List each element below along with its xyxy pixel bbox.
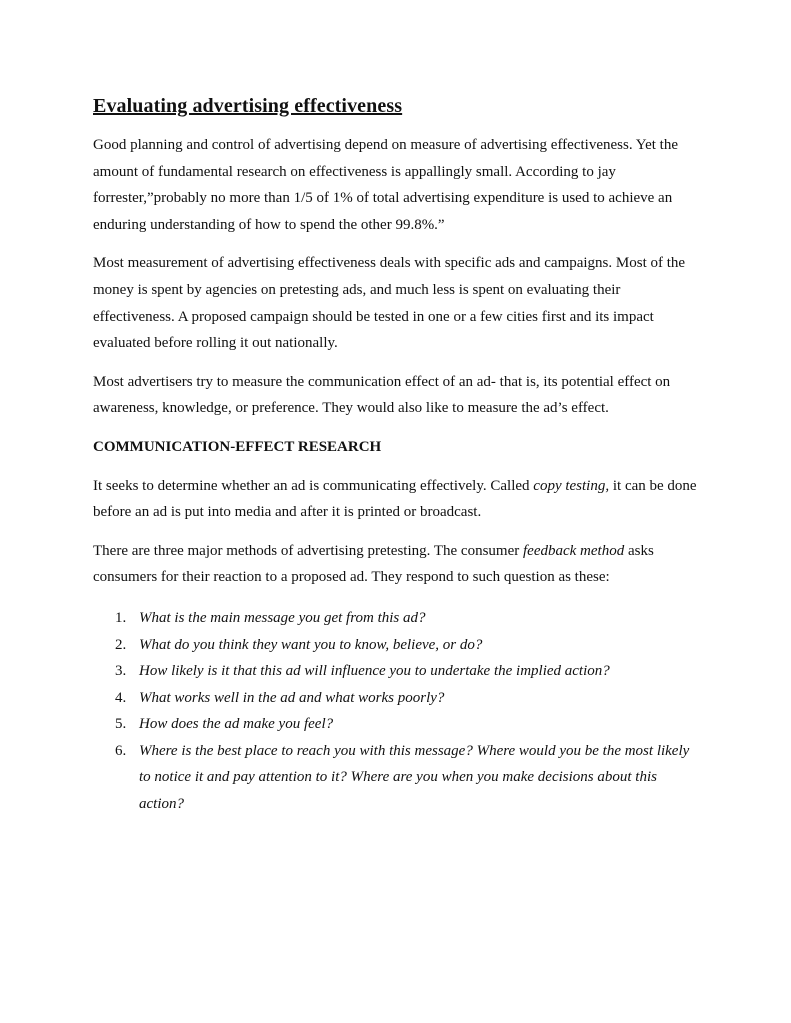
copy-testing-text-after: it can be done before an ad is put into media and after it is printed or broadcast. [93, 477, 697, 521]
document-page [93, 93, 703, 816]
list-item [115, 711, 703, 738]
list-item-text: How likely is it that this ad will influence you to undertake the implied action? [139, 663, 610, 680]
list-item [115, 685, 703, 712]
question-list [93, 605, 703, 818]
list-item-number: 5. [115, 716, 127, 733]
list-item [115, 605, 703, 632]
list-item [115, 632, 703, 659]
paragraph-measurement: Most measurement of advertising effectiveness deals with specific ads and campaigns. Most of the money is spent by agencies on pretesting ads, and much less is spent on evaluating their effectiveness. A proposed campaign should be tested in one or a few cities first and its impact evaluated before rolling it out nationally. [93, 255, 686, 352]
list-item [115, 738, 703, 818]
paragraph-copy-testing [93, 473, 703, 526]
list-item-number: 1. [115, 609, 127, 626]
list-item-number: 2. [115, 636, 127, 653]
list-item-number: 4. [115, 689, 127, 706]
paragraph-intro: Good planning and control of advertising depend on measure of advertising effectiveness. Yet the amount of fundamental research on effectiveness is appallingly small. According to jay forrester,”probably no more than 1/5 of 1% of total advertising expenditure is used to achieve an enduring understanding of how to spend the other 99.8%.” [93, 137, 678, 233]
copy-testing-term: copy testing, [533, 477, 610, 494]
list-item-text: Where is the best place to reach you with this message? Where would you be the most likely to notice it and pay attention to it? Where are you when you make decisions about this action? [139, 742, 690, 813]
pretesting-text-before: There are three major methods of advertising pretesting. The consumer [93, 542, 523, 559]
section-heading: COMMUNICATION-EFFECT RESEARCH [93, 438, 382, 455]
list-item-text: What works well in the ad and what works poorly? [139, 689, 445, 706]
list-item-text: What do you think they want you to know, believe, or do? [139, 636, 483, 653]
page-title: Evaluating advertising effectiveness [93, 95, 403, 117]
feedback-method-term: feedback method [523, 542, 625, 559]
list-item-number: 3. [115, 663, 127, 680]
list-item-text: What is the main message you get from this ad? [139, 609, 426, 626]
list-item-text: How does the ad make you feel? [139, 716, 334, 733]
copy-testing-text-before: It seeks to determine whether an ad is communicating effectively. Called [93, 477, 534, 494]
pretesting-text-after: asks consumers for their reaction to a proposed ad. They respond to such question as these: [93, 542, 654, 586]
paragraph-communication-effect: Most advertisers try to measure the communication effect of an ad- that is, its potential effect on awareness, knowledge, or preference. They would also like to measure the ad’s effect. [93, 373, 671, 417]
list-item-number: 6. [115, 742, 127, 759]
paragraph-pretesting-methods [93, 538, 703, 591]
list-item [115, 658, 703, 685]
